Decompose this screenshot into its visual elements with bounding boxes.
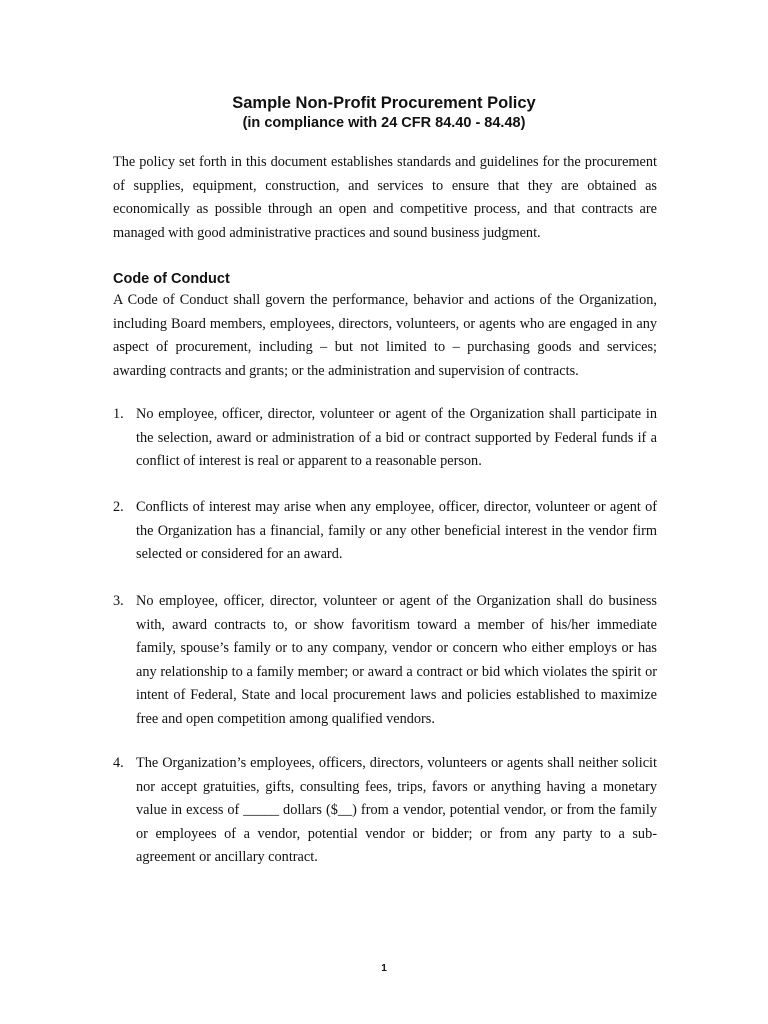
- list-item: [113, 403, 657, 474]
- document-subtitle: (in compliance with 24 CFR 84.40 - 84.48): [242, 115, 526, 131]
- page-number: 1: [381, 963, 387, 974]
- list-item-number: 2.: [113, 499, 124, 515]
- list-item-number: 4.: [113, 755, 124, 771]
- list-item-text: The Organization’s employees, officers, directors, volunteers or agents shall neither solicit nor accept gratuities, gifts, consulting fees, trips, favors or anything having a monetary value in excess of _____ dollars ($__) from a vendor, potential vendor, or from the family or employees of a vendor, potential vendor or bidder; or from any party to a sub-agreement or ancillary contract.: [136, 755, 657, 865]
- list-item-number: 3.: [113, 593, 124, 609]
- list-item-text: Conflicts of interest may arise when any employee, officer, director, volunteer or agent of the Organization has a financial, family or any other beneficial interest in the vendor firm selected or considered for an award.: [136, 499, 657, 562]
- list-item: [113, 496, 657, 567]
- intro-paragraph: The policy set forth in this document establishes standards and guidelines for the procurement of supplies, equipment, construction, and services to ensure that they are obtained as economically as possible through an open and competitive process, and that contracts are managed with good administrative practices and sound business judgment.: [113, 154, 657, 241]
- list-item-text: No employee, officer, director, volunteer or agent of the Organization shall participate in the selection, award or administration of a bid or contract supported by Federal funds if a conflict of interest is real or apparent to a reasonable person.: [136, 406, 657, 469]
- section-intro-paragraph: A Code of Conduct shall govern the performance, behavior and actions of the Organization, including Board members, employees, directors, volunteers, or agents who are engaged in any aspect of procurement, including – but not limited to – purchasing goods and services; awarding contracts and grants; or the administration and supervision of contracts.: [113, 292, 657, 379]
- document-title: Sample Non-Profit Procurement Policy: [232, 94, 536, 112]
- list-item: [113, 752, 657, 870]
- list-item: [113, 590, 657, 731]
- list-item-text: No employee, officer, director, volunteer or agent of the Organization shall do business with, award contracts to, or show favoritism toward a member of his/her immediate family, spouse’s family or to any company, vendor or concern who either employs or has any relationship to a family member; or award a contract or bid which violates the spirit or intent of Federal, State and local procurement laws and policies established to maximize free and open competition among qualified vendors.: [136, 593, 657, 727]
- list-item-number: 1.: [113, 406, 124, 422]
- section-heading: Code of Conduct: [113, 271, 230, 287]
